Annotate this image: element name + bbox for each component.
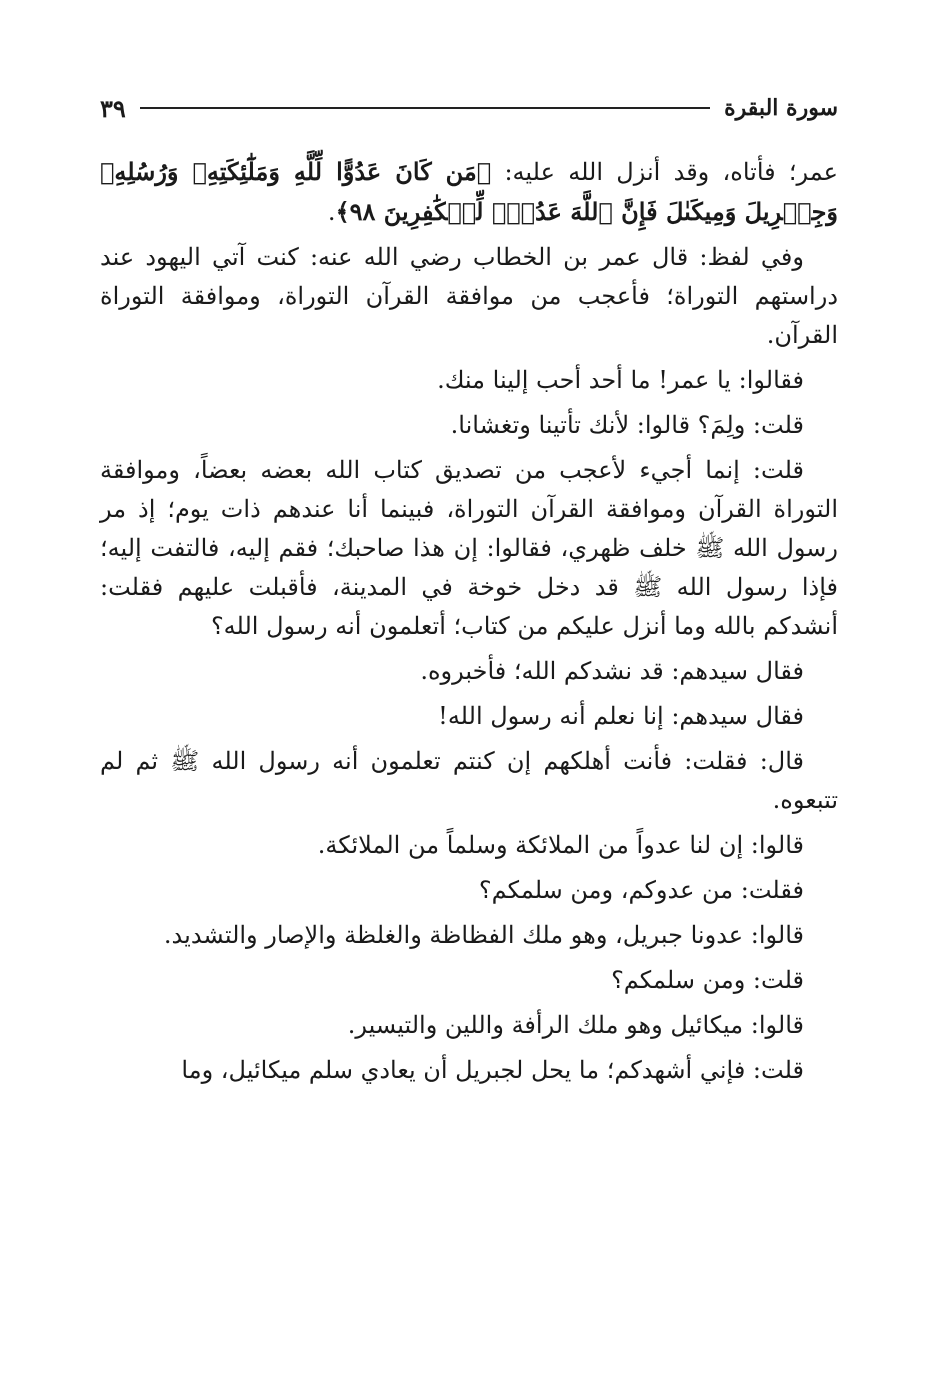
page-header bbox=[100, 88, 838, 128]
dialog-line: قالوا: إن لنا عدواً من الملائكة وسلماً من الملائكة. bbox=[317, 831, 804, 859]
dialog-line: فقال سيدهم: إنا نعلم أنه رسول الله! bbox=[438, 702, 804, 730]
paragraph-text: . bbox=[327, 198, 336, 226]
dialog-line: فقال سيدهم: قد نشدكم الله؛ فأخبروه. bbox=[420, 657, 804, 685]
book-page bbox=[100, 88, 838, 1358]
surah-title: سورة البقرة bbox=[724, 95, 838, 121]
dialog-line: فقلت: من عدوكم، ومن سلمكم؟ bbox=[478, 876, 804, 904]
paragraph: قلت: فإني أشهدكم؛ ما يحل لجبريل أن يعادي سلم ميكائيل، وما bbox=[181, 1056, 804, 1084]
paragraph: قلت: إنما أجيء لأعجب من تصديق كتاب الله بعضه بعضاً، وموافقة التوراة القرآن وموافقة القرآن التوراة، فبينما أنا عندهم ذات يوم؛ إذ مر رسول الله ﷺ خلف ظهري، فقالوا: إن هذا صاحبك؛ فقم إليه، فالتفت إليه؛ فإذا رسول الله ﷺ قد دخل خوخة في المدينة، فأقبلت عليهم فقلت: أنشدكم بالله وما أنزل عليكم من كتاب؛ أتعلمون أنه رسول الله؟ bbox=[100, 456, 838, 640]
quran-verse: ﴿مَن كَانَ عَدُوًّا لِّلَّهِ وَمَلَٰٓئِكَتِهِۦ وَرُسُلِهِۦ وَجِبۡرِيلَ وَمِيكَىٰلَ فَإِنَّ ٱللَّهَ عَدُوّٞ لِّلۡكَٰفِرِينَ ٩٨﴾ bbox=[100, 157, 838, 226]
paragraph-text: عمر؛ فأتاه، وقد أنزل الله عليه: bbox=[491, 158, 838, 186]
dialog-line: قلت: ومن سلمكم؟ bbox=[611, 966, 804, 994]
paragraph: وفي لفظ: قال عمر بن الخطاب رضي الله عنه: كنت آتي اليهود عند دراستهم التوراة؛ فأعجب من موافقة القرآن التوراة، وموافقة التوراة القرآن. bbox=[100, 243, 838, 349]
paragraph-quran-quote bbox=[100, 152, 838, 232]
page-body bbox=[100, 152, 838, 1090]
page-number: ٣٩ bbox=[100, 93, 126, 123]
paragraph: قال: فقلت: فأنت أهلكهم إن كنتم تعلمون أنه رسول الله ﷺ ثم لم تتبعوه. bbox=[100, 747, 838, 814]
header-divider bbox=[140, 107, 710, 109]
paragraph: قالوا: عدونا جبريل، وهو ملك الفظاظة والغلظة والإصار والتشديد. bbox=[163, 921, 804, 949]
dialog-line: قالوا: ميكائيل وهو ملك الرأفة واللين والتيسير. bbox=[347, 1011, 804, 1039]
dialog-line: فقالوا: يا عمر! ما أحد أحب إلينا منك. bbox=[437, 366, 804, 394]
dialog-line: قلت: ولِمَ؟ قالوا: لأنك تأتينا وتغشانا. bbox=[450, 411, 804, 439]
